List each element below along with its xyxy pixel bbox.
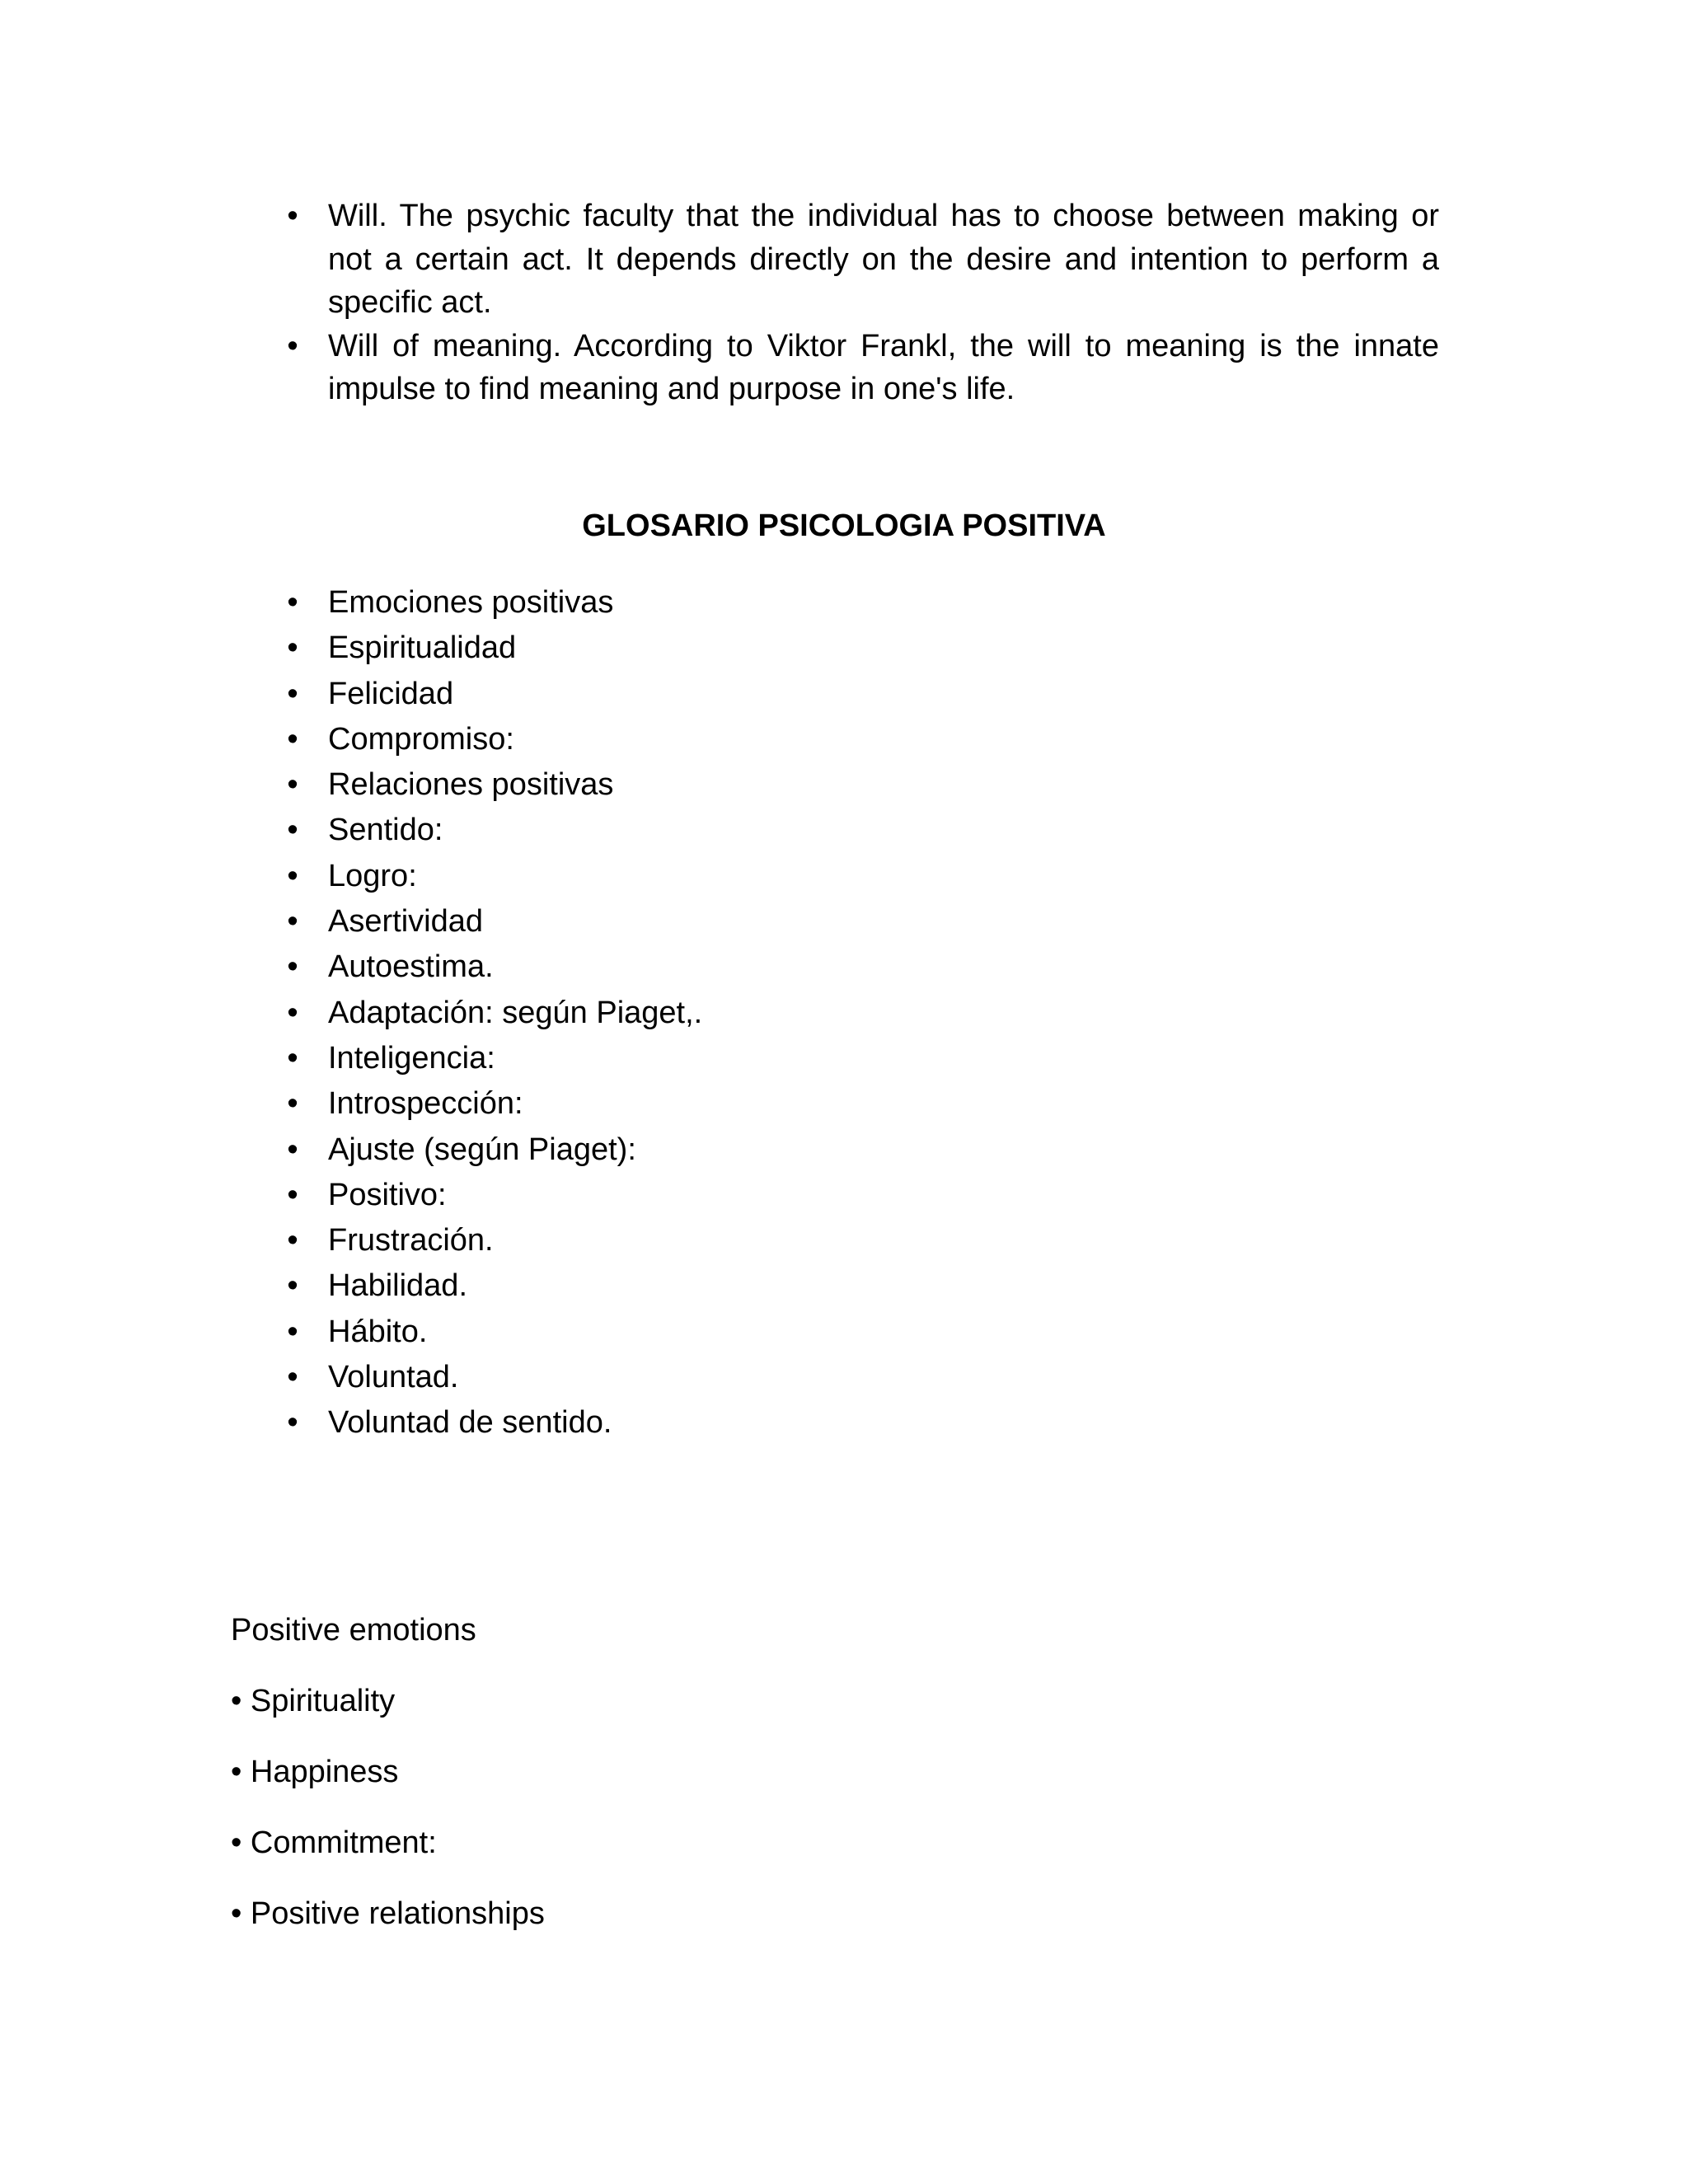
list-item [0, 1400, 702, 1446]
glossary-term: Voluntad de sentido. [328, 1405, 612, 1441]
glossary-term: Ajuste (según Piaget): [328, 1132, 636, 1167]
bullet-icon [280, 899, 305, 944]
english-term: Commitment: [250, 1825, 437, 1860]
list-item [0, 1173, 702, 1218]
bullet-icon [280, 580, 305, 626]
bullet-icon [280, 944, 305, 990]
list-item [0, 762, 702, 808]
bullet-icon [280, 672, 305, 717]
glossary-term: Voluntad. [328, 1360, 459, 1395]
english-first-line: Positive emotions [231, 1613, 476, 1647]
bullet-icon [280, 194, 305, 238]
glossary-term: Habilidad. [328, 1268, 467, 1304]
bullet-icon [280, 1127, 305, 1173]
bullet-icon [280, 1036, 305, 1081]
bullet-icon [280, 1310, 305, 1355]
glossary-term: Emociones positivas [328, 585, 614, 620]
bullet-icon [280, 1355, 305, 1400]
glossary-heading: GLOSARIO PSICOLOGIA POSITIVA [582, 509, 1106, 543]
list-item [0, 1081, 702, 1127]
list-item [0, 1127, 702, 1173]
list-item [0, 854, 702, 899]
list-item [0, 580, 702, 626]
english-term: Happiness [250, 1755, 399, 1789]
list-item [0, 672, 702, 717]
english-item [231, 1820, 545, 1866]
list-item [0, 1310, 702, 1355]
glossary-term: Hábito. [328, 1314, 428, 1349]
list-item [0, 626, 702, 671]
list-item [0, 325, 1439, 411]
glossary-term: Introspección: [328, 1086, 523, 1122]
bullet-icon [280, 1081, 305, 1127]
definition-text: Will of meaning. According to Viktor Frankl, the will to meaning is the innate impulse to find meaning and purpose in one's life. [328, 328, 1439, 406]
bullet-icon [280, 325, 305, 368]
list-item [0, 899, 702, 944]
definitions-list [0, 194, 1439, 411]
bullet-icon [280, 808, 305, 853]
bullet-icon [231, 1896, 251, 1931]
list-item [0, 944, 702, 990]
glossary-term: Relaciones positivas [328, 767, 614, 803]
bullet-icon [280, 1218, 305, 1263]
glossary-list [0, 580, 702, 1446]
bullet-icon [231, 1684, 251, 1718]
english-term: Spirituality [250, 1684, 396, 1718]
glossary-term: Logro: [328, 858, 417, 893]
list-item [0, 991, 702, 1036]
bullet-icon [280, 854, 305, 899]
list-item [0, 717, 702, 762]
glossary-term: Frustración. [328, 1223, 494, 1258]
glossary-term: Espiritualidad [328, 630, 517, 666]
list-item [0, 1263, 702, 1309]
glossary-term: Inteligencia: [328, 1040, 495, 1076]
english-item [231, 1891, 545, 1937]
glossary-term: Sentido: [328, 813, 443, 848]
definition-text: Will. The psychic faculty that the individual has to choose between making or not a certain act. It depends directly on the desire and intention to perform a specific act. [328, 199, 1439, 320]
list-item [0, 1036, 702, 1081]
bullet-icon [280, 1400, 305, 1446]
english-item [231, 1749, 545, 1795]
list-item [0, 194, 1439, 325]
bullet-icon [280, 717, 305, 762]
english-list [231, 1607, 545, 1961]
glossary-term: Compromiso: [328, 721, 514, 757]
bullet-icon [280, 1263, 305, 1309]
english-item [231, 1678, 545, 1724]
glossary-term: Positivo: [328, 1177, 447, 1212]
glossary-term: Felicidad [328, 676, 454, 711]
bullet-icon [231, 1755, 251, 1789]
bullet-icon [280, 626, 305, 671]
bullet-icon [280, 762, 305, 808]
bullet-icon [280, 1173, 305, 1218]
glossary-term: Autoestima. [328, 949, 494, 985]
list-item [0, 1218, 702, 1263]
glossary-term: Asertividad [328, 904, 483, 940]
bullet-icon [231, 1825, 251, 1860]
english-term: Positive relationships [250, 1896, 545, 1931]
list-item [0, 1355, 702, 1400]
bullet-icon [280, 991, 305, 1036]
list-item [0, 808, 702, 853]
glossary-term: Adaptación: según Piaget,. [328, 995, 703, 1030]
